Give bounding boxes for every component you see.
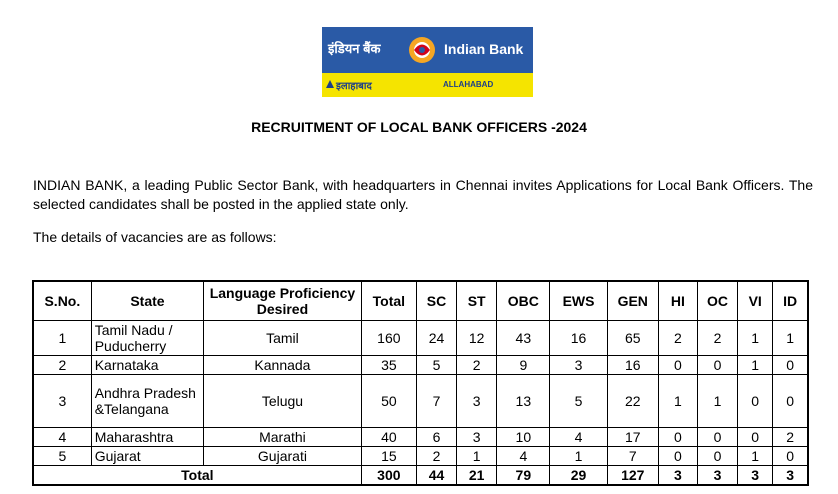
table-cell: Kannada bbox=[204, 356, 362, 375]
total-cell: 3 bbox=[773, 466, 808, 485]
table-cell: 2 bbox=[658, 321, 697, 356]
table-cell: 7 bbox=[416, 375, 456, 428]
table-cell: 1 bbox=[457, 447, 497, 466]
logo-hindi-name: इंडियन बैंक bbox=[328, 41, 381, 56]
table-cell: 1 bbox=[550, 447, 607, 466]
vacancy-table bbox=[32, 280, 809, 486]
logo-city-hindi: इलाहाबाद bbox=[336, 81, 372, 92]
column-header: Total bbox=[361, 281, 416, 321]
table-cell: 3 bbox=[550, 356, 607, 375]
table-cell: 160 bbox=[361, 321, 416, 356]
table-cell: 50 bbox=[361, 375, 416, 428]
table-cell: 15 bbox=[361, 447, 416, 466]
total-cell: 44 bbox=[416, 466, 456, 485]
table-cell: 9 bbox=[497, 356, 550, 375]
table-cell: Karnataka bbox=[91, 356, 203, 375]
table-cell: 24 bbox=[416, 321, 456, 356]
table-cell: 17 bbox=[607, 428, 658, 447]
table-cell: 7 bbox=[607, 447, 658, 466]
total-cell: 3 bbox=[697, 466, 737, 485]
table-cell: 2 bbox=[457, 356, 497, 375]
table-cell: 35 bbox=[361, 356, 416, 375]
table-header-row bbox=[33, 281, 808, 321]
table-cell: 1 bbox=[773, 321, 808, 356]
table-cell: 3 bbox=[457, 428, 497, 447]
table-cell: 40 bbox=[361, 428, 416, 447]
table-cell: 0 bbox=[738, 375, 773, 428]
table-cell: 0 bbox=[773, 375, 808, 428]
table-cell: 5 bbox=[550, 375, 607, 428]
column-header: OBC bbox=[497, 281, 550, 321]
table-cell: 2 bbox=[33, 356, 91, 375]
table-cell: Tamil bbox=[204, 321, 362, 356]
table-cell: Gujarati bbox=[204, 447, 362, 466]
table-cell: 0 bbox=[697, 356, 737, 375]
table-cell: Andhra Pradesh &Telangana bbox=[91, 375, 203, 428]
table-cell: 0 bbox=[773, 447, 808, 466]
table-row bbox=[33, 375, 808, 428]
table-cell: 0 bbox=[658, 356, 697, 375]
table-cell: 5 bbox=[416, 356, 456, 375]
table-cell: 4 bbox=[33, 428, 91, 447]
column-header: Language Proficiency Desired bbox=[204, 281, 362, 321]
table-cell: 1 bbox=[738, 321, 773, 356]
table-cell: 0 bbox=[658, 428, 697, 447]
table-cell: 65 bbox=[607, 321, 658, 356]
table-row bbox=[33, 321, 808, 356]
total-label: Total bbox=[33, 466, 361, 485]
table-cell: 1 bbox=[658, 375, 697, 428]
table-cell: 5 bbox=[33, 447, 91, 466]
table-cell: 1 bbox=[33, 321, 91, 356]
table-cell: 0 bbox=[697, 428, 737, 447]
logo-city-english: ALLAHABAD bbox=[443, 80, 494, 89]
total-cell: 3 bbox=[738, 466, 773, 485]
table-cell: 16 bbox=[607, 356, 658, 375]
total-cell: 127 bbox=[607, 466, 658, 485]
table-cell: 2 bbox=[416, 447, 456, 466]
column-header: ST bbox=[457, 281, 497, 321]
table-cell: 0 bbox=[697, 447, 737, 466]
table-cell: 4 bbox=[497, 447, 550, 466]
table-cell: 10 bbox=[497, 428, 550, 447]
table-cell: 3 bbox=[33, 375, 91, 428]
table-cell: 0 bbox=[658, 447, 697, 466]
table-row bbox=[33, 447, 808, 466]
column-header: VI bbox=[738, 281, 773, 321]
total-cell: 21 bbox=[457, 466, 497, 485]
table-cell: 1 bbox=[738, 447, 773, 466]
table-cell: 2 bbox=[773, 428, 808, 447]
total-cell: 29 bbox=[550, 466, 607, 485]
table-cell: 4 bbox=[550, 428, 607, 447]
page-title: RECRUITMENT OF LOCAL BANK OFFICERS -2024 bbox=[251, 119, 587, 135]
table-cell: 2 bbox=[697, 321, 737, 356]
table-cell: Tamil Nadu / Puducherry bbox=[91, 321, 203, 356]
table-cell: Maharashtra bbox=[91, 428, 203, 447]
column-header: SC bbox=[416, 281, 456, 321]
total-cell: 300 bbox=[361, 466, 416, 485]
table-cell: 6 bbox=[416, 428, 456, 447]
column-header: GEN bbox=[607, 281, 658, 321]
table-cell: 22 bbox=[607, 375, 658, 428]
logo-top-band bbox=[322, 27, 533, 73]
column-header: ID bbox=[773, 281, 808, 321]
table-cell: 1 bbox=[738, 356, 773, 375]
details-label: The details of vacancies are as follows: bbox=[33, 229, 277, 245]
table-cell: Marathi bbox=[204, 428, 362, 447]
table-cell: Gujarat bbox=[91, 447, 203, 466]
column-header: OC bbox=[697, 281, 737, 321]
table-cell: 16 bbox=[550, 321, 607, 356]
table-row bbox=[33, 356, 808, 375]
column-header: HI bbox=[658, 281, 697, 321]
bank-emblem-icon bbox=[407, 35, 437, 65]
table-cell: Telugu bbox=[204, 375, 362, 428]
indian-bank-logo bbox=[322, 27, 533, 97]
total-cell: 3 bbox=[658, 466, 697, 485]
table-cell: 12 bbox=[457, 321, 497, 356]
table-cell: 3 bbox=[457, 375, 497, 428]
column-header: EWS bbox=[550, 281, 607, 321]
table-cell: 13 bbox=[497, 375, 550, 428]
logo-english-name: Indian Bank bbox=[444, 41, 524, 57]
triangle-icon bbox=[326, 80, 334, 88]
table-row bbox=[33, 428, 808, 447]
table-cell: 0 bbox=[738, 428, 773, 447]
logo-bottom-band bbox=[322, 73, 533, 97]
column-header: S.No. bbox=[33, 281, 91, 321]
total-row bbox=[33, 466, 808, 485]
table-cell: 1 bbox=[697, 375, 737, 428]
table-cell: 0 bbox=[773, 356, 808, 375]
table-cell: 43 bbox=[497, 321, 550, 356]
intro-paragraph: INDIAN BANK, a leading Public Sector Bank, with headquarters in Chennai invites Applications for Local Bank Officers. The selected candidates shall be posted in the applied state only. bbox=[33, 177, 813, 212]
total-cell: 79 bbox=[497, 466, 550, 485]
column-header: State bbox=[91, 281, 203, 321]
